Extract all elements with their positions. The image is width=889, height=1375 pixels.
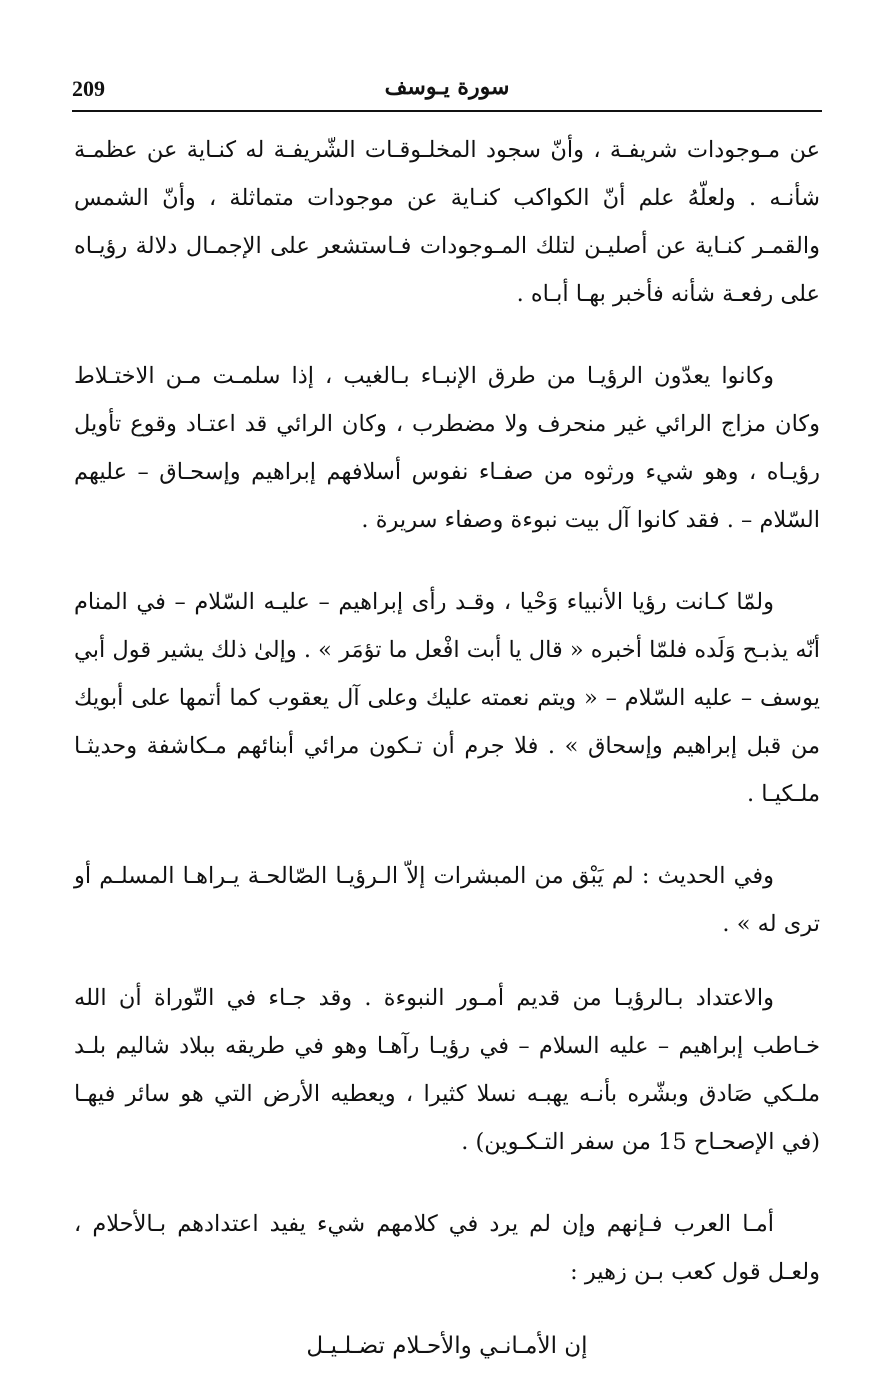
running-title: سورة يـوسف	[384, 74, 510, 100]
header-rule	[72, 110, 822, 112]
paragraph-3: ولمّا كـانت رؤيا الأنبياء وَحْيا ، وقـد رأى إبراهيم – عليـه السّلام – في المنام أنّه يذبـح وَلَده فلمّا أخبره « قال يا أبت افْعل ما تؤمَر » . وإلىٰ ذلك يشير قول أبي يوسف – عليه السّلام – « ويتم نعمته عليك وعلى آل يعقوب كما أتمها على أبويك من قبل إبراهيم وإسحاق » . فلا جرم أن تـكون مرائي أبنائهم مـكاشفة وحديثـا ملـكيـا .	[74, 589, 820, 807]
paragraph-4: وفي الحديث : لم يَبْق من المبشرات إلاّ الـرؤيـا الصّالحـة يـراهـا المسلـم أو ترى له » .	[74, 863, 820, 937]
paragraph-1: عن مـوجودات شريفـة ، وأنّ سجود المخلـوقـات الشّريفـة له كنـاية عن عظمـة شأنـه . ولعلّهُ علم أنّ الكواكب كنـاية عن موجودات متماثلة ، وأنّ الشمس والقمـر كنـاية عن أصليـن لتلك المـوجودات فـاستشعر على الإجمـال دلالة رؤيـاه على رفعـة شأنه فأخبر بهـا أبـاه .	[74, 137, 820, 307]
paragraph-2: وكانوا يعدّون الرؤيـا من طرق الإنبـاء بـالغيب ، إذا سلمـت مـن الاختـلاط وكان مزاج الرائي غير منحرف ولا مضطرب ، وكان الرائي قد اعتـاد وقوع تأويل رؤيـاه ، وهو شيء ورثوه من صفـاء نفوس أسلافهم إبراهيم وإسحـاق – عليهم السّلام – . فقد كانوا آل بيت نبوءة وصفاء سريرة .	[74, 363, 820, 533]
page-number: 209	[72, 76, 105, 101]
body-text	[74, 126, 820, 1370]
paragraph-5: والاعتداد بـالرؤيـا من قديم أمـور النبوءة . وقد جـاء في التّوراة أن الله خـاطب إبراهيم – عليه السلام – في رؤيـا رآهـا وهو في طريقه ببلاد شاليم بلـد ملـكي صَادق وبشّره بأنـه يهبـه نسلا كثيرا ، ويعطيه الأرض التي هو سائر فيهـا (في الإصحـاح 15 من سفر التـكـوين) .	[74, 985, 820, 1155]
page-header	[72, 70, 822, 112]
paragraph-6: أمـا العرب فـإنهم وإن لم يرد في كلامهم شيء يفيد اعتدادهم بـالأحلام ، ولعـل قول كعب بـن زهير :	[74, 1211, 820, 1285]
poetry-verse: إن الأمـانـي والأحـلام تضـلـيـل	[306, 1333, 588, 1359]
